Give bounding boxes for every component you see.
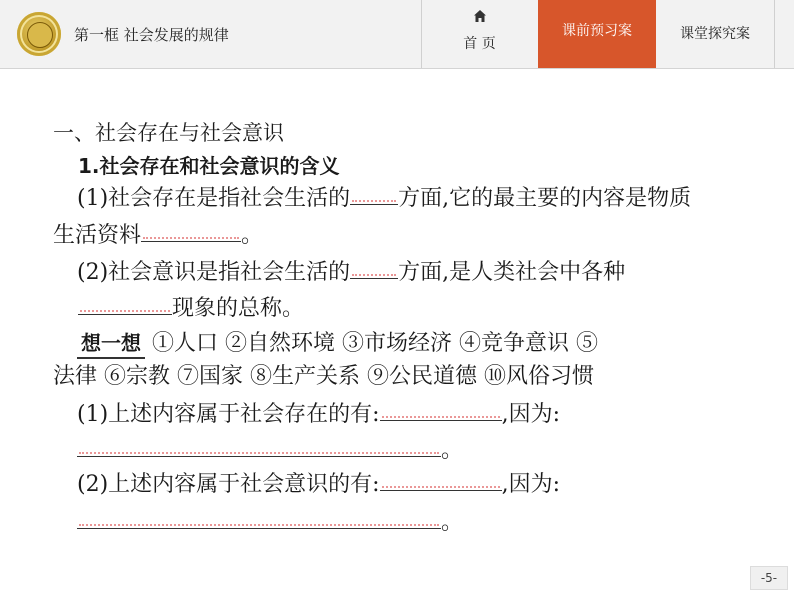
q1-text: (1)上述内容属于社会存在的有:	[77, 402, 380, 427]
section-title: 第一框 社会发展的规律	[74, 26, 229, 44]
think-label: 想一想	[77, 329, 145, 359]
fill-blank-q2[interactable]	[380, 468, 502, 491]
think-items-2: 法律 ⑥宗教 ⑦国家 ⑧生产关系 ⑨公民道德 ⑩风俗习惯	[53, 364, 594, 389]
think-items-line-2	[53, 360, 594, 394]
think-items-1: ①人口 ②自然环境 ③市场经济 ④竞争意识 ⑤	[152, 331, 598, 356]
q2-text: (2)上述内容属于社会意识的有:	[77, 472, 380, 497]
fill-blank-3[interactable]	[350, 256, 398, 279]
q2-end: 。	[441, 510, 464, 535]
q1-because: ,因为:	[501, 402, 560, 427]
think-items-line-1	[77, 327, 598, 361]
paragraph-1-line-1	[77, 182, 691, 216]
p1-text-b: 方面,它的最主要的内容是物质	[398, 186, 692, 211]
tab-preview-plan[interactable]: 课前预习案	[538, 0, 656, 68]
p1-text-c: 生活资料	[53, 223, 142, 248]
p1-text-a: (1)社会存在是指社会生活的	[77, 186, 351, 211]
heading-social-existence: 一、社会存在与社会意识	[53, 121, 284, 145]
p2-text-b: 方面,是人类社会中各种	[398, 260, 626, 285]
paragraph-1-line-2	[53, 219, 263, 253]
paragraph-2-line-2	[78, 292, 304, 326]
home-label: 首 页	[463, 36, 496, 52]
fill-blank-q1[interactable]	[380, 398, 502, 421]
question-1	[77, 398, 560, 432]
question-2-answer	[77, 506, 463, 540]
p2-text-c: 现象的总称。	[172, 296, 305, 321]
p1-end: 。	[241, 223, 264, 248]
q1-end: 。	[441, 438, 464, 463]
fill-blank-q1-reason[interactable]	[77, 434, 441, 457]
fill-blank-q2-reason[interactable]	[77, 506, 441, 529]
tab-classroom-plan[interactable]: 课堂探究案	[680, 26, 750, 42]
fill-blank-1[interactable]	[350, 182, 398, 205]
p2-text-a: (2)社会意识是指社会生活的	[77, 260, 351, 285]
question-1-answer	[77, 434, 463, 468]
paragraph-2-line-1	[77, 256, 625, 290]
subheading-definitions: 1.社会存在和社会意识的含义	[78, 154, 340, 178]
fill-blank-4[interactable]	[78, 292, 172, 315]
q2-because: ,因为:	[501, 472, 560, 497]
fill-blank-2[interactable]	[141, 219, 241, 242]
page-number: -5-	[750, 566, 788, 590]
question-2	[77, 468, 560, 502]
